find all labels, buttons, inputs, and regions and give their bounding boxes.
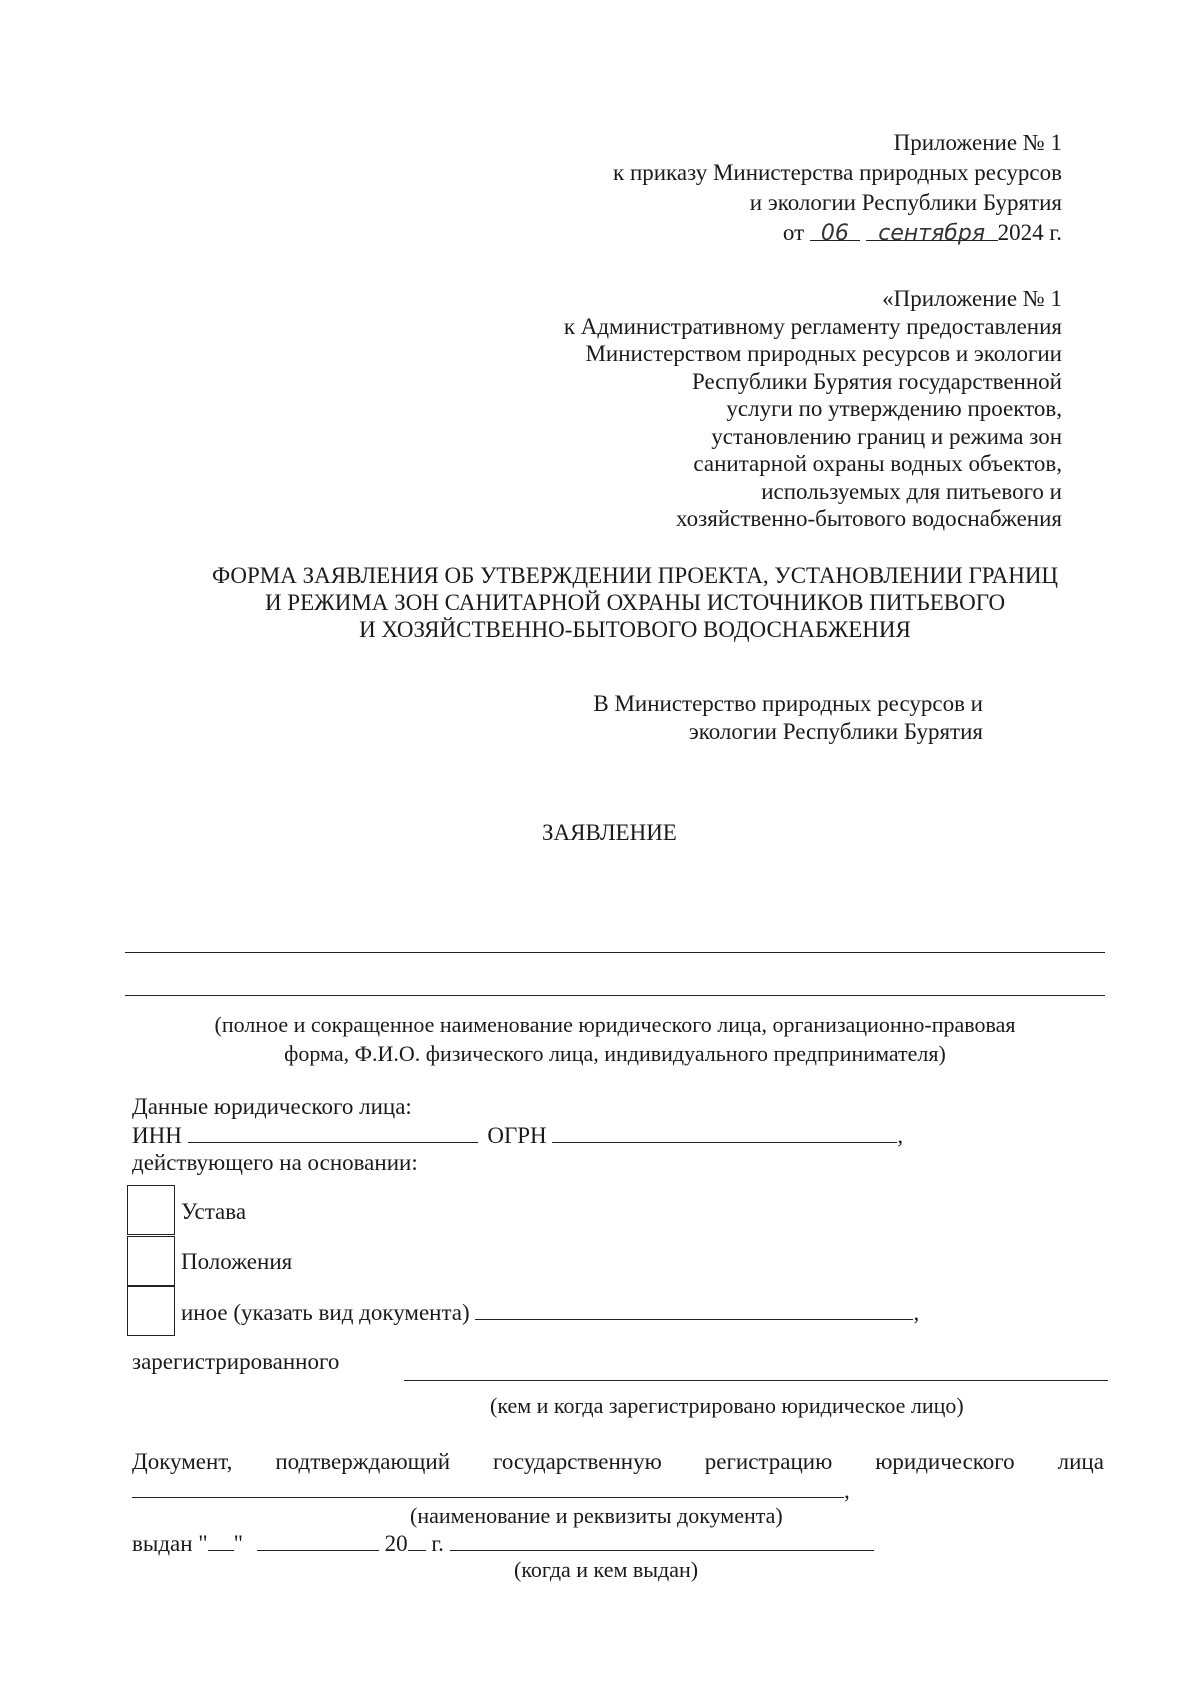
inn-field[interactable] — [188, 1120, 478, 1143]
applicant-name-line-1[interactable] — [125, 952, 1105, 953]
statement-title: ЗАЯВЛЕНИЕ — [542, 820, 677, 845]
basis-label: действующего на основании: — [132, 1150, 418, 1175]
order-date-day-field — [810, 218, 860, 246]
form-title-line: И ХОЗЯЙСТВЕННО-БЫТОВОГО ВОДОСНАБЖЕНИЯ — [359, 617, 911, 642]
ogrn-label: ОГРН — [487, 1123, 547, 1148]
form-title — [140, 562, 1130, 643]
option-other-line — [181, 1297, 919, 1328]
option-charter-label: Устава — [181, 1199, 247, 1224]
addressee-line1: В Министерство природных ресурсов и — [593, 691, 983, 716]
addressee — [593, 690, 983, 746]
registered-label: зарегистрированного — [132, 1349, 340, 1374]
checkbox-regulation[interactable] — [127, 1236, 175, 1286]
issued-quote-close: " — [233, 1531, 244, 1556]
order-date-month: сентября — [878, 221, 986, 246]
registered-caption: (кем и когда зарегистрировано юридическое лицо) — [490, 1393, 964, 1418]
issued-caption: (когда и кем выдан) — [514, 1557, 699, 1582]
regulation-header-line: «Приложение № 1 — [882, 286, 1062, 311]
document-word: регистрацию — [704, 1449, 833, 1474]
issued-day-field[interactable] — [208, 1528, 234, 1551]
regulation-header-line: к Административному регламенту предоставления — [563, 313, 1062, 339]
order-date-prefix: от — [782, 220, 805, 245]
document-word: Документ, — [132, 1449, 233, 1474]
other-document-comma: , — [913, 1300, 920, 1325]
inn-label: ИНН — [132, 1123, 182, 1148]
regulation-header-line: Республики Бурятия государственной — [692, 368, 1062, 394]
document-word: государственную — [492, 1449, 662, 1474]
checkbox-charter[interactable] — [127, 1185, 175, 1235]
regulation-header-line: хозяйственно-бытового водоснабжения — [676, 506, 1062, 531]
order-header-line3: и экологии Республики Бурятия — [749, 190, 1062, 215]
order-date-year: 2024 г. — [997, 220, 1062, 245]
issued-line — [132, 1528, 874, 1559]
order-date-line — [613, 218, 1062, 248]
document-sentence — [132, 1447, 1104, 1477]
regulation-header-line: используемых для питьевого и — [761, 478, 1062, 504]
order-header-line1: Приложение № 1 — [893, 130, 1062, 155]
issued-year-prefix: 20 — [384, 1531, 408, 1556]
option-other-label: иное (указать вид документа) — [181, 1300, 470, 1325]
document-word: юридического — [875, 1449, 1015, 1474]
regulation-header-line: услуги по утверждению проектов, — [726, 396, 1062, 421]
applicant-caption — [125, 1010, 1105, 1068]
document-caption: (наименование и реквизиты документа) — [410, 1503, 783, 1528]
regulation-header-line: Министерством природных ресурсов и экологии — [585, 341, 1062, 366]
order-header-line2: к приказу Министерства природных ресурсов — [613, 160, 1062, 185]
document-word: подтверждающий — [275, 1449, 451, 1474]
other-document-field[interactable] — [475, 1297, 913, 1320]
addressee-line2: экологии Республики Бурятия — [688, 719, 983, 744]
checkbox-other[interactable] — [127, 1286, 175, 1336]
document-field[interactable] — [132, 1475, 844, 1498]
order-header — [613, 128, 1062, 248]
form-title-line: И РЕЖИМА ЗОН САНИТАРНОЙ ОХРАНЫ ИСТОЧНИКОВ ПИТЬЕВОГО — [264, 590, 1006, 615]
applicant-caption-line2: форма, Ф.И.О. физического лица, индивидуального предпринимателя) — [284, 1041, 946, 1066]
regulation-header-line: установлению границ и режима зон — [711, 423, 1062, 449]
issued-month-field[interactable] — [257, 1528, 379, 1551]
ogrn-field[interactable] — [552, 1120, 897, 1143]
issued-by-field[interactable] — [450, 1528, 874, 1551]
applicant-caption-line1: (полное и сокращенное наименование юридического лица, организационно-правовая — [214, 1012, 1016, 1037]
applicant-name-line-2[interactable] — [125, 995, 1105, 996]
ogrn-comma: , — [897, 1123, 904, 1148]
regulation-header — [564, 285, 1062, 533]
form-title-line: ФОРМА ЗАЯВЛЕНИЯ ОБ УТВЕРЖДЕНИИ ПРОЕКТА, УСТАНОВЛЕНИИ ГРАНИЦ — [211, 563, 1059, 588]
issued-year-suffix: г. — [431, 1531, 444, 1556]
inn-ogrn-line — [132, 1120, 903, 1151]
order-date-month-field — [866, 218, 998, 246]
issued-year-field[interactable] — [408, 1528, 426, 1551]
option-regulation-label: Положения — [181, 1249, 293, 1274]
document-comma: , — [844, 1478, 850, 1503]
issued-label: выдан " — [132, 1531, 208, 1556]
document-word: лица — [1057, 1449, 1104, 1474]
order-date-day: 06 — [820, 221, 849, 246]
registered-field[interactable] — [404, 1380, 1108, 1381]
regulation-header-line: санитарной охраны водных объектов, — [693, 451, 1062, 476]
legal-entity-heading: Данные юридического лица: — [132, 1094, 412, 1119]
